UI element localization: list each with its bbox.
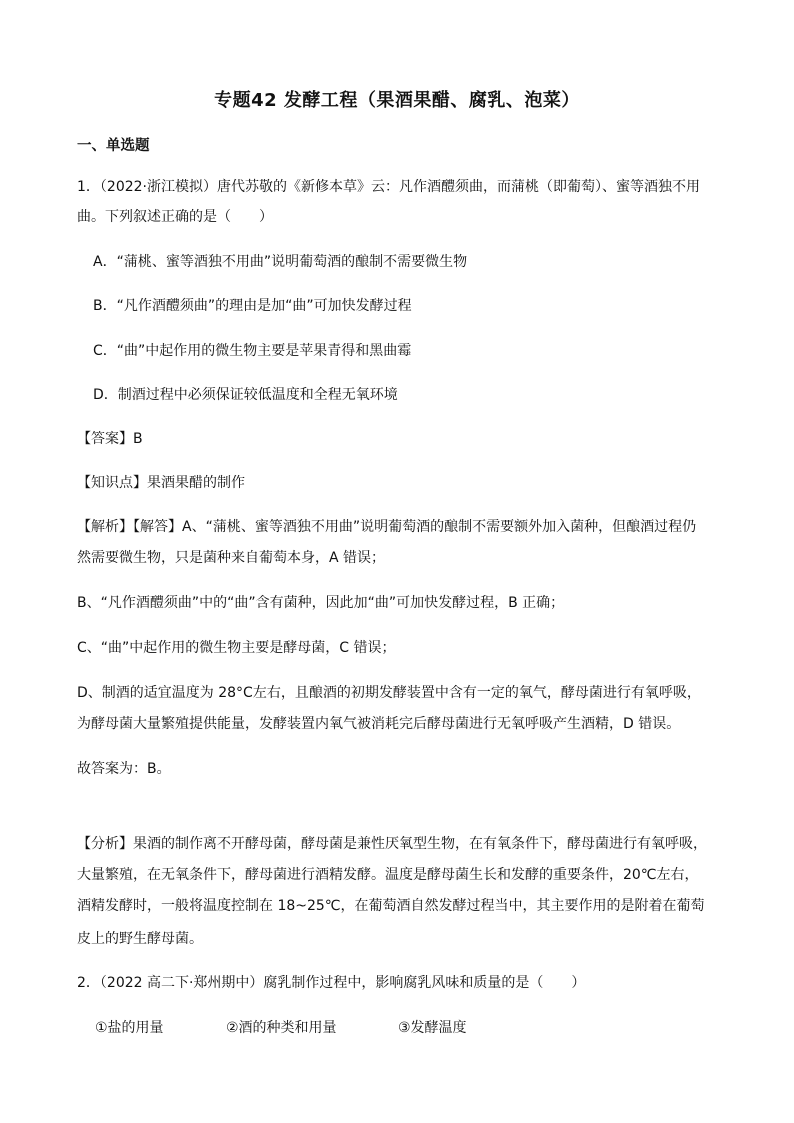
q1-analysis-b: B、“凡作酒醴须曲”中的“曲”含有菌种，因此加“曲”可加快发酵过程，B 正确； [77,595,565,611]
q2-option-1: ①盐的用量 [95,1020,164,1036]
q2-option-2: ②酒的种类和用量 [226,1020,337,1036]
q1-fenxi-line4: 皮上的野生酵母菌。 [77,931,203,947]
q1-conclusion: 故答案为：B。 [77,761,171,777]
q1-option-b: B．“凡作酒醴须曲”的理由是加“曲”可加快发酵过程 [93,298,412,314]
q1-fenxi-line1: 【分析】果酒的制作离不开酵母菌，酵母菌是兼性厌氧型生物，在有氧条件下，酵母菌进行有氧呼吸， [77,836,707,852]
page-title: 专题42 发酵工程（果酒果醋、腐乳、泡菜） [214,90,580,111]
q1-stem-line2: 曲。下列叙述正确的是（ ） [77,209,273,225]
q1-fenxi-line2: 大量繁殖，在无氧条件下，酵母菌进行酒精发酵。温度是酵母菌生长和发酵的重要条件，20℃左右， [77,867,699,883]
q1-knowledge-point: 【知识点】果酒果醋的制作 [77,475,245,491]
q1-fenxi-line3: 酒精发酵时，一般将温度控制在 18~25℃，在葡萄酒自然发酵过程当中，其主要作用的是附着在葡萄 [77,898,705,914]
q1-analysis-line1: 【解析】【解答】A、“蒲桃、蜜等酒独不用曲”说明葡萄酒的酿制不需要额外加入菌种，但酿酒过程仍 [77,519,697,535]
section-heading: 一、单选题 [77,138,150,154]
q1-analysis-d1: D、制酒的适宜温度为 28°C左右，且酿酒的初期发酵装置中含有一定的氧气，酵母菌进行有氧呼吸， [77,685,701,701]
q1-analysis-c: C、“曲”中起作用的微生物主要是酵母菌，C 错误； [77,640,396,656]
q1-option-a: A．“蒲桃、蜜等酒独不用曲”说明葡萄酒的酿制不需要微生物 [93,254,468,270]
q1-option-d: D．制酒过程中必须保证较低温度和全程无氧环境 [93,387,398,403]
q1-option-c: C．“曲”中起作用的微生物主要是苹果青得和黑曲霉 [93,343,412,359]
q2-stem: 2．（2022 高二下·郑州期中）腐乳制作过程中，影响腐乳风味和质量的是（ ） [77,975,586,991]
q1-analysis-line2: 然需要微生物，只是菌种来自葡萄本身，A 错误； [77,550,386,566]
q1-analysis-d2: 为酵母菌大量繁殖提供能量，发酵装置内氧气被消耗完后酵母菌进行无氧呼吸产生酒精，D 错误。 [77,716,681,732]
q1-stem-line1: 1．（2022·浙江模拟）唐代苏敬的《新修本草》云：凡作酒醴须曲，而蒲桃（即葡萄）、蜜等酒独不用 [77,179,700,195]
q1-answer: 【答案】B [77,431,143,447]
q2-option-3: ③发酵温度 [398,1020,467,1036]
